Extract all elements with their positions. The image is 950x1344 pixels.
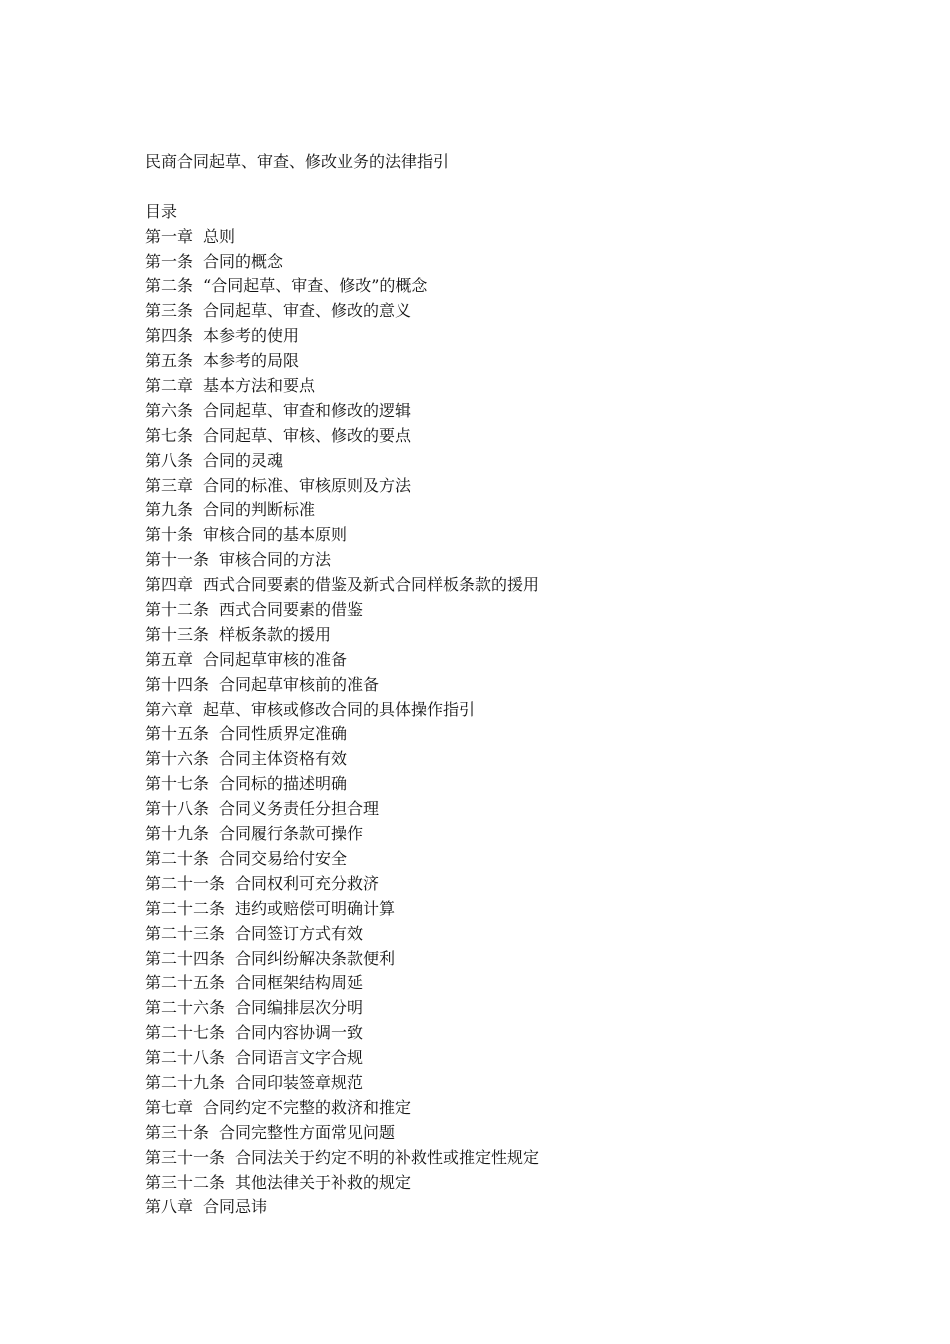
toc-entry	[145, 474, 905, 499]
toc-entry	[145, 947, 905, 972]
table-of-contents	[145, 225, 905, 1221]
toc-entry-title: 合同的标准、审核原则及方法	[203, 475, 412, 495]
toc-entry	[145, 399, 905, 424]
toc-entry-title: 合同义务责任分担合理	[219, 799, 380, 819]
toc-entry	[145, 523, 905, 548]
toc-entry-number: 第八条	[145, 450, 194, 470]
toc-entry	[145, 971, 905, 996]
toc-entry-title: 合同起草审核的准备	[203, 649, 348, 669]
toc-entry-number: 第七条	[145, 425, 194, 445]
toc-entry	[145, 673, 905, 698]
toc-entry-title: 合同的概念	[203, 251, 284, 271]
toc-entry-title: 合同语言文字合规	[235, 1048, 364, 1068]
toc-entry-title: 违约或赔偿可明确计算	[235, 898, 396, 918]
toc-entry-title: 合同的灵魂	[203, 450, 284, 470]
toc-entry-title: 合同印装签章规范	[235, 1072, 364, 1092]
toc-entry	[145, 872, 905, 897]
toc-entry-title: 审核合同的方法	[219, 550, 332, 570]
toc-entry-title: 合同纠纷解决条款便利	[235, 948, 396, 968]
toc-entry-number: 第二章	[145, 376, 194, 396]
toc-entry-title: 合同起草、审核、修改的要点	[203, 425, 412, 445]
toc-entry	[145, 324, 905, 349]
toc-entry-number: 第二十四条	[145, 948, 226, 968]
toc-heading: 目录	[145, 201, 178, 221]
toc-entry-title: 合同权利可充分救济	[235, 873, 380, 893]
toc-entry-number: 第十四条	[145, 674, 210, 694]
toc-entry	[145, 722, 905, 747]
toc-entry-title: 合同起草、审查和修改的逻辑	[203, 400, 412, 420]
toc-entry-number: 第一章	[145, 226, 194, 246]
toc-entry-title: 西式合同要素的借鉴及新式合同样板条款的援用	[203, 575, 540, 595]
toc-entry	[145, 797, 905, 822]
toc-entry-number: 第一条	[145, 251, 194, 271]
toc-entry	[145, 250, 905, 275]
toc-entry-title: 合同签订方式有效	[235, 923, 364, 943]
toc-entry-title: 本参考的使用	[203, 326, 300, 346]
toc-entry-title: 合同编排层次分明	[235, 998, 364, 1018]
toc-entry-number: 第三条	[145, 301, 194, 321]
toc-entry-title: 总则	[203, 226, 236, 246]
toc-entry-title: 西式合同要素的借鉴	[219, 600, 364, 620]
toc-entry	[145, 1195, 905, 1220]
toc-entry-title: 样板条款的援用	[219, 624, 332, 644]
toc-entry-number: 第二十一条	[145, 873, 226, 893]
toc-entry-number: 第十六条	[145, 749, 210, 769]
toc-entry-title: 合同交易给付安全	[219, 848, 348, 868]
toc-entry	[145, 996, 905, 1021]
toc-entry-number: 第十二条	[145, 600, 210, 620]
toc-entry-number: 第八章	[145, 1197, 194, 1217]
toc-entry-number: 第三十一条	[145, 1147, 226, 1167]
toc-entry	[145, 847, 905, 872]
toc-entry	[145, 1021, 905, 1046]
toc-entry-number: 第二条	[145, 276, 194, 296]
document-title: 民商合同起草、审查、修改业务的法律指引	[145, 152, 450, 171]
toc-entry-title: 合同忌讳	[203, 1197, 268, 1217]
toc-entry-number: 第三章	[145, 475, 194, 495]
toc-entry-number: 第二十六条	[145, 998, 226, 1018]
toc-entry	[145, 349, 905, 374]
toc-entry-title: 合同的判断标准	[203, 500, 316, 520]
toc-entry-number: 第二十三条	[145, 923, 226, 943]
toc-entry-title: 合同起草、审查、修改的意义	[203, 301, 412, 321]
toc-entry-number: 第十八条	[145, 799, 210, 819]
toc-entry	[145, 1121, 905, 1146]
toc-entry	[145, 747, 905, 772]
document-page	[145, 150, 905, 1220]
toc-entry	[145, 598, 905, 623]
toc-entry	[145, 623, 905, 648]
toc-entry-number: 第六条	[145, 400, 194, 420]
toc-entry-title: 基本方法和要点	[203, 376, 316, 396]
toc-entry-number: 第二十八条	[145, 1048, 226, 1068]
blank-line	[145, 175, 905, 200]
toc-entry-number: 第十条	[145, 525, 194, 545]
toc-entry-title: 起草、审核或修改合同的具体操作指引	[203, 699, 476, 719]
toc-entry-number: 第五章	[145, 649, 194, 669]
toc-entry	[145, 922, 905, 947]
toc-entry-number: 第十九条	[145, 824, 210, 844]
toc-entry-title: 合同法关于约定不明的补救性或推定性规定	[235, 1147, 540, 1167]
toc-entry	[145, 274, 905, 299]
toc-entry-number: 第四条	[145, 326, 194, 346]
toc-entry-number: 第二十二条	[145, 898, 226, 918]
toc-entry-title: 合同完整性方面常见问题	[219, 1122, 396, 1142]
toc-entry	[145, 648, 905, 673]
toc-entry	[145, 374, 905, 399]
toc-entry-title: 合同起草审核前的准备	[219, 674, 380, 694]
toc-entry-number: 第十三条	[145, 624, 210, 644]
toc-entry-title: 合同标的描述明确	[219, 774, 348, 794]
toc-entry-title: 合同约定不完整的救济和推定	[203, 1097, 412, 1117]
toc-entry	[145, 498, 905, 523]
toc-entry	[145, 424, 905, 449]
toc-entry	[145, 897, 905, 922]
toc-entry-title: 合同履行条款可操作	[219, 824, 364, 844]
toc-entry-title: 其他法律关于补救的规定	[235, 1172, 412, 1192]
toc-entry-number: 第九条	[145, 500, 194, 520]
toc-entry-number: 第二十九条	[145, 1072, 226, 1092]
toc-entry	[145, 548, 905, 573]
toc-entry-number: 第四章	[145, 575, 194, 595]
toc-entry	[145, 1046, 905, 1071]
toc-entry-number: 第十五条	[145, 724, 210, 744]
toc-entry-number: 第二十条	[145, 848, 210, 868]
toc-entry-title: 合同性质界定准确	[219, 724, 348, 744]
toc-entry	[145, 449, 905, 474]
toc-entry	[145, 1146, 905, 1171]
toc-entry-number: 第二十七条	[145, 1023, 226, 1043]
toc-entry-number: 第十一条	[145, 550, 210, 570]
toc-entry-number: 第三十条	[145, 1122, 210, 1142]
toc-entry	[145, 772, 905, 797]
toc-entry-number: 第十七条	[145, 774, 210, 794]
toc-entry	[145, 1171, 905, 1196]
toc-entry	[145, 225, 905, 250]
toc-entry	[145, 822, 905, 847]
toc-entry-number: 第二十五条	[145, 973, 226, 993]
toc-entry-title: “合同起草、审查、修改”的概念	[203, 276, 428, 296]
toc-entry-number: 第六章	[145, 699, 194, 719]
toc-entry-title: 合同主体资格有效	[219, 749, 348, 769]
toc-entry-title: 合同内容协调一致	[235, 1023, 364, 1043]
toc-entry-number: 第三十二条	[145, 1172, 226, 1192]
toc-entry-number: 第七章	[145, 1097, 194, 1117]
toc-entry	[145, 299, 905, 324]
toc-entry-title: 本参考的局限	[203, 351, 300, 371]
toc-entry-number: 第五条	[145, 351, 194, 371]
toc-entry	[145, 1096, 905, 1121]
toc-entry	[145, 573, 905, 598]
toc-entry-title: 审核合同的基本原则	[203, 525, 348, 545]
toc-entry-title: 合同框架结构周延	[235, 973, 364, 993]
toc-entry	[145, 1071, 905, 1096]
toc-entry	[145, 698, 905, 723]
